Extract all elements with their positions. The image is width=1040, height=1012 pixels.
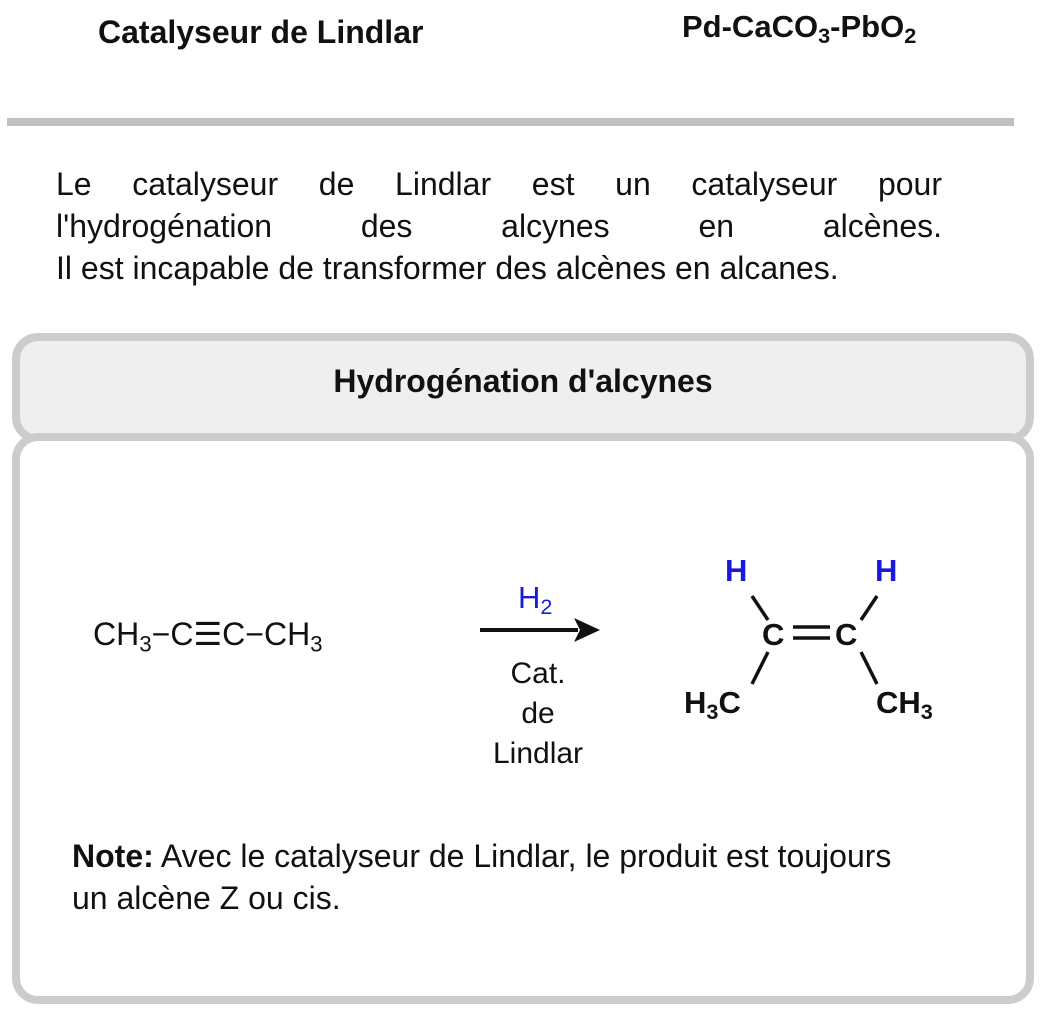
product-hydrogen-left: H xyxy=(725,553,748,588)
formula-part-1: Pd-CaCO xyxy=(682,9,819,44)
description-line-2: l'hydrogénation des alcynes en alcènes. xyxy=(56,208,942,244)
reactant-ch-left: CH xyxy=(93,616,140,652)
formula-subscript-1: 3 xyxy=(818,23,831,49)
bond-ch3-left xyxy=(752,652,768,684)
methyl-left-c: C xyxy=(718,685,741,720)
section-title: Hydrogénation d'alcynes xyxy=(333,363,713,399)
reagent-subscript: 2 xyxy=(540,594,553,620)
reagent-h: H xyxy=(518,580,541,615)
methyl-right-ch: CH xyxy=(876,685,921,720)
single-bond-right: − xyxy=(245,616,264,652)
note-label: Note: xyxy=(72,838,154,874)
reactant-subscript-right: 3 xyxy=(310,631,323,657)
product-methyl-left xyxy=(684,685,741,725)
bond-ch3-right xyxy=(861,652,877,684)
description-line-1: Le catalyseur de Lindlar est un catalyseur pour xyxy=(56,166,942,202)
conditions-line-3: Lindlar xyxy=(492,737,584,770)
description-line-3: Il est incapable de transformer des alcènes en alcanes. xyxy=(56,250,839,286)
product-hydrogen-right: H xyxy=(875,553,898,588)
reactant-carbon-2: C xyxy=(222,616,246,652)
note xyxy=(72,835,932,919)
note-text: Avec le catalyseur de Lindlar, le produit est toujours un alcène Z ou cis. xyxy=(72,838,892,916)
formula-part-2: -PbO xyxy=(830,9,905,44)
formula-subscript-2: 2 xyxy=(904,23,917,49)
product-carbon-right: C xyxy=(835,617,858,652)
methyl-left-subscript: 3 xyxy=(706,699,719,725)
reactant-ch-right: CH xyxy=(263,616,311,652)
methyl-right-subscript: 3 xyxy=(920,699,933,725)
product-carbon-left: C xyxy=(762,617,785,652)
conditions-line-1: Cat. xyxy=(510,657,566,690)
reactant-subscript-left: 3 xyxy=(139,631,152,657)
single-bond-left: − xyxy=(151,616,171,652)
triple-bond: ☰ xyxy=(193,616,223,652)
page-title: Catalyseur de Lindlar xyxy=(98,14,424,50)
methyl-left-h: H xyxy=(684,685,707,720)
bond-h-right xyxy=(861,596,877,620)
conditions-line-2: de xyxy=(521,697,555,730)
product-methyl-right xyxy=(876,685,933,725)
reactant-carbon-1: C xyxy=(170,616,194,652)
